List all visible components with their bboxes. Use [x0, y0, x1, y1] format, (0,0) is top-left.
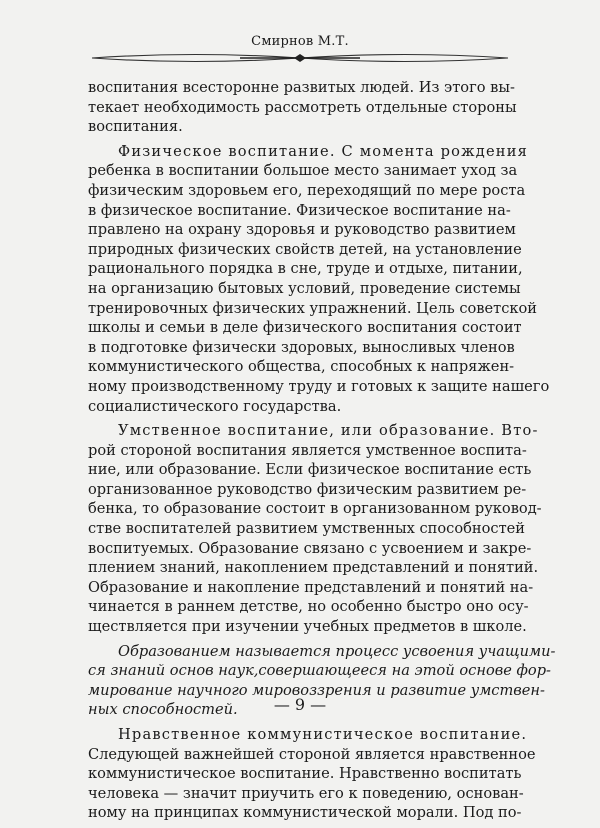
section-heading-physical — [88, 142, 529, 162]
text-line: ному на принципах коммунистической морали. Под по- — [88, 804, 522, 822]
text-line: физическим здоровьем его, переходящий по мере роста — [88, 181, 526, 199]
text-line: социалистического государства. — [88, 397, 342, 415]
text-line: природных физических свойств детей, на установление — [88, 240, 522, 258]
running-header — [0, 22, 600, 82]
text-line: Образованием называется процесс усвоения учащими- — [118, 642, 556, 660]
paragraph-mental-education — [88, 421, 542, 637]
text-line: Физическое воспитание. С момента рождения — [118, 142, 529, 160]
paragraph-physical-education — [88, 142, 550, 416]
section-heading-moral — [88, 725, 528, 745]
text-line: ществляется при изучении учебных предметов в школе. — [88, 618, 527, 636]
header-author: Смирнов М.Т. — [251, 34, 349, 49]
text-line: ребенка в воспитании большое место занимает уход за — [88, 162, 518, 180]
text-line: бенка, то образование состоит в организованном руковод- — [88, 500, 542, 518]
text-line: коммунистического общества, способных к напряжен- — [88, 358, 515, 376]
text-line: воспитания всесторонне развитых людей. Из этого вы- — [88, 79, 515, 96]
text-line: мирование научного мировоззрения и развитие умствен- — [88, 681, 545, 699]
text-line: ся знаний основ наук,совершающееся на этой основе фор- — [88, 662, 551, 680]
page-body — [88, 78, 556, 828]
text-line: в подготовке физически здоровых, выносливых членов — [88, 338, 515, 356]
text-line: Нравственное коммунистическое воспитание. — [118, 726, 528, 743]
text-line: воспитуемых. Образование связано с усвоением и закре- — [88, 539, 532, 557]
text-line: стве воспитателей развитием умственных способностей — [88, 520, 526, 538]
text-line: коммунистическое воспитание. Нравственно воспитать — [88, 765, 522, 783]
text-line: человека — значит приучить его к поведению, основан- — [88, 784, 524, 802]
text-line: на организацию бытовых условий, проведение системы — [88, 279, 521, 297]
page-number: — 9 — — [273, 695, 327, 714]
text-line: Образование и накопление представлений и понятий на- — [88, 578, 534, 596]
text-line: правлено на охрану здоровья и руководство развитием — [88, 221, 516, 239]
text-line: рой стороной воспитания является умственное воспита- — [88, 441, 527, 459]
text-line: школы и семьи в деле физического воспитания состоит — [88, 319, 522, 337]
paragraph-moral-education — [88, 725, 536, 823]
section-heading-mental — [88, 421, 539, 441]
text-line: ных способностей. — [88, 701, 238, 719]
text-line: чинается в раннем детстве, но особенно быстро оно осу- — [88, 598, 529, 616]
text-line: Следующей важнейшей стороной является нравственное — [88, 745, 536, 763]
text-line: воспитания. — [88, 118, 183, 136]
text-line: Умственное воспитание, или образование. Вто- — [118, 422, 539, 440]
text-line: плением знаний, накоплением представлений и понятий. — [88, 559, 539, 577]
paragraph-intro — [88, 78, 517, 137]
text-line: ние, или образование. Если физическое воспитание есть — [88, 461, 532, 479]
text-line: в физическое воспитание. Физическое воспитание на- — [88, 201, 511, 219]
text-line: тренировочных физических упражнений. Цель советской — [88, 299, 538, 317]
ornamental-rule-icon — [90, 52, 510, 64]
text-line: текает необходимость рассмотреть отдельные стороны — [88, 98, 517, 116]
text-line: организованное руководство физическим развитием ре- — [88, 480, 527, 498]
text-line: рационального порядка в сне, труде и отдыхе, питании, — [88, 260, 523, 278]
text-line: ному производственному труду и готовых к защите нашего — [88, 377, 550, 395]
